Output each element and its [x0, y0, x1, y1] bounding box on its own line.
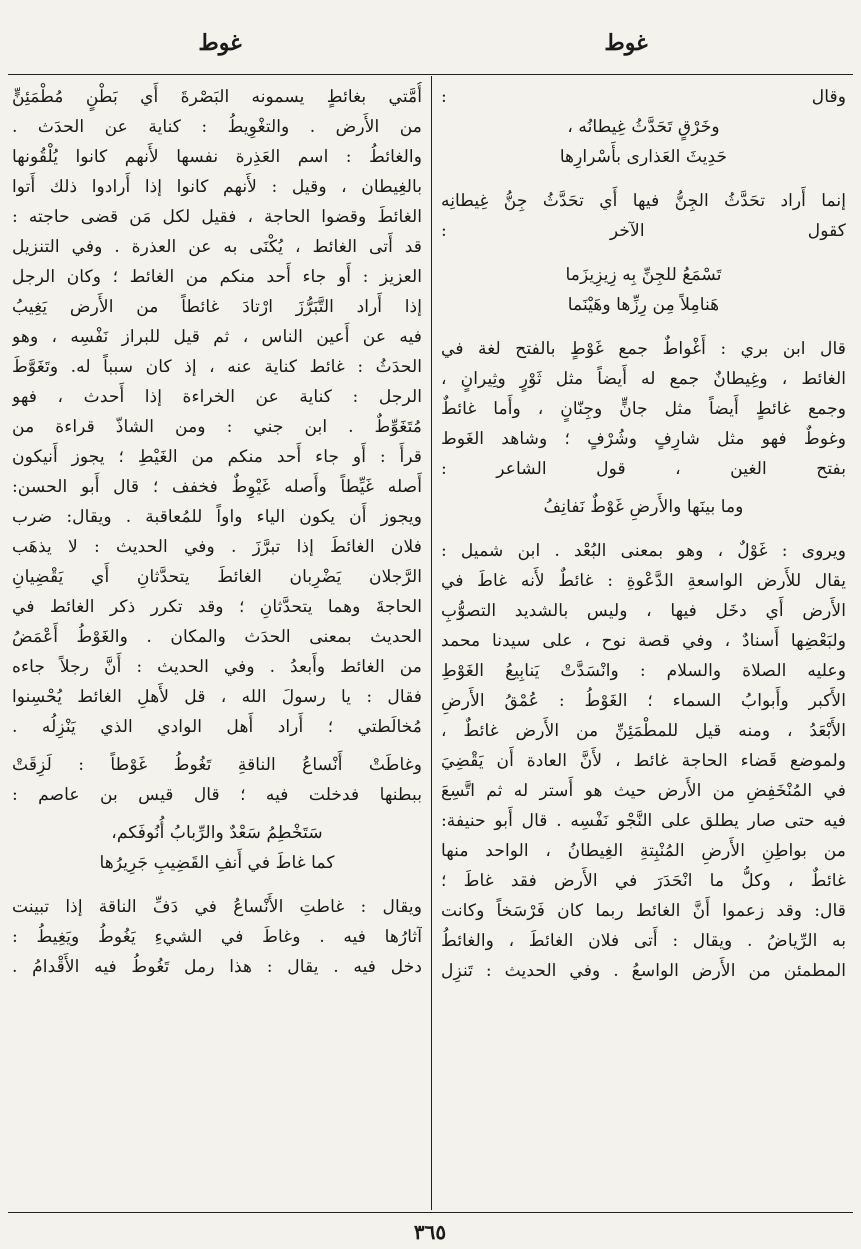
running-header-left: غوط [198, 30, 242, 56]
text-line: أَصله غَيِّطاً وأَصله غَيْوِطٌ فخفف ؛ قال أَبو الحسن: [12, 477, 422, 497]
text-line: الحديث بمعنى الحدَث والمكان . والغَوْطُ أَعْمَضُ [12, 627, 422, 647]
paragraph-gap [441, 246, 846, 260]
text-line: الغائط ، وغِيطانٌ جمع له أَيضاً مثل ثَوْرٍ وثِيرانٍ ، [441, 369, 846, 389]
text-line: ببطنها فدخلت فيه ؛ قال قيس بن عاصم : [12, 785, 422, 805]
text-line: ولبَعْضِها أَسنادٌ ، وفي قصة نوح ، على سيدنا محمد [441, 631, 846, 651]
text-line: آثارُها فيه . وغاطَ في الشيءِ يَغُوطُ ويَغِيطُ : [12, 927, 422, 947]
text-line: به الرِّياضُ . ويقال : أَتى فلان الغائطَ ، والغائطُ [441, 931, 846, 951]
paragraph-gap [441, 172, 846, 186]
text-line: فلان الغائطَ إذا تبرَّزَ . وفي الحديث : لا يذهَب [12, 537, 422, 557]
right-column [441, 82, 846, 986]
text-line: قد أَتى الغائط ، يُكْنَى به عن العذرة . وفي التنزيل [12, 237, 422, 257]
verse-line: سَتَخْطِمُ سَعْدٌ والرِّبابُ أُنُوفَكم، [111, 823, 323, 843]
text-line: إنما أَراد تحَدَّثُ الجِنُّ فيها أَي تحَدَّثُ جِنُّ غِيطانِه [441, 191, 846, 211]
text-line: كقول الآخر : [441, 221, 846, 241]
text-line: فيه عن أَعين الناس ، ثم قيل للبراز نَفْسِه ، وهو [12, 327, 422, 347]
text-line: وغاطَتْ أَنْساعُ الناقةِ تَغُوطُ غَوْطاً : لَزِقَتْ [12, 755, 422, 775]
paragraph-gap [441, 320, 846, 334]
text-line: وقال : [441, 87, 846, 107]
text-line: الغائطَ وقضوا الحاجة ، فقيل لكل مَن قضى حاجته : [12, 207, 422, 227]
verse-line: وخَرْقٍ تَحَدَّثُ غِيطانُه ، [567, 117, 720, 137]
paragraph-gap [12, 810, 422, 818]
text-line: دخل فيه . يقال : هذا رمل تَغُوطُ فيه الأَقْدامُ . [12, 957, 422, 977]
left-column [12, 82, 422, 982]
verse-line: هَنامِلاً مِن رِزِّها وهَيْنَما [567, 295, 720, 315]
page-number: ٣٦٥ [413, 1220, 447, 1244]
text-line: الأَكبر وأَبوابُ السماء ؛ الغَوْطُ : عُمْقُ الأَرضِ [441, 691, 846, 711]
text-line: قال: وقد زعموا أَنَّ الغائط ربما كان فَرْسَخاً وكانت [441, 901, 846, 921]
paragraph-gap [441, 522, 846, 536]
text-line: فيه حتى صار يطلق على النَّجْو نَفْسِه . قال أَبو حنيفة: [441, 811, 846, 831]
text-line: الأَرض أَي دخَل فيها ، وليس بالشديد التصوُّبِ [441, 601, 846, 621]
text-line: فقال : يا رسولَ الله ، قل لأَهلِ الغائط يُحْسِنوا [12, 687, 422, 707]
text-line: ولموضع قَضاء الحاجة غائط ، لأَنَّ العادة أَن يَقْضِيَ [441, 751, 846, 771]
text-line: بالغِيطان ، وقيل : لأَنهم كانوا إذا أَرادوا ذلك أَتوا [12, 177, 422, 197]
text-line: المطمئن من الأَرض الواسعُ . وفي الحديث : تَنزِل [441, 961, 846, 981]
text-line: في المُنْخَفِضِ من الأَرض حيث هو أَستر له ثم اتَّسِعَ [441, 781, 846, 801]
text-line: العزيز : أَو جاء أَحد منكم من الغائط ؛ وكان الرجل [12, 267, 422, 287]
text-line: إذا أَراد التَّبَرُّزَ ارْتادَ غائطاً من الأَرض يَغِيبُ [12, 297, 422, 317]
text-line: من بواطِنِ الأَرضِ المُنْبِتةِ الغِيطانُ ، الواحد منها [441, 841, 846, 861]
text-line: وغوطٌ فهو مثل شارِفٍ وشُرْفٍ ؛ وشاهد الغَوط [441, 429, 846, 449]
verse-line: وما بينَها والأَرضِ غَوْطٌ نَفانِفُ [543, 497, 744, 517]
text-line: الحدَثُ : غائط كناية عنه ، إذ كان سبباً له. وتَغَوَّطَ [12, 357, 422, 377]
text-line: ويروى : غَوْلٌ ، وهو بمعنى البُعْد . ابن شميل : [441, 541, 846, 561]
text-line: ويجوز أَن يكون الياء واواً للمُعاقبة . ويقال: ضرب [12, 507, 422, 527]
column-divider [431, 76, 432, 1210]
running-header-right: غوط [604, 30, 648, 56]
verse-line: تَسْمَعُ للجِنِّ بِه زِيزِيزَما [565, 265, 722, 285]
text-line: وجمع غائطٍ أَيضاً مثل جانٍّ وجِنّانٍ ، وأَما غائطٌ [441, 399, 846, 419]
text-line: من الأَرض . والتغْوِيطُ : كناية عن الحدَث . [12, 117, 422, 137]
text-line: قرأَ : أَو جاء أَحد منكم من الغَيْطِ ؛ يجوز أَنيكون [12, 447, 422, 467]
text-line: أُمَّتي بغائطٍ يسمونه البَصْرةَ أَي بَطْنٍ مُطْمَئِنٍّ [12, 87, 422, 107]
text-line: الأَبْعَدُ ، ومنه قيل للمطْمَئِنِّ من الأَرض غائطٌ ، [441, 721, 846, 741]
text-line: غائطٌ ، وكلُّ ما انْحَدَرَ في الأَرض فقد غاطَ ؛ [441, 871, 846, 891]
text-line: وعليه الصلاة والسلام : وانْسَدَّتْ يَنابِيعُ الغَوْطِ [441, 661, 846, 681]
text-line: بفتح الغين ، قول الشاعر : [441, 459, 846, 479]
paragraph-gap [441, 484, 846, 492]
header-rule [8, 74, 853, 75]
text-line: قال ابن بري : أَغْواطٌ جمع غَوْطٍ بالفتح لغة في [441, 339, 846, 359]
text-line: يقال للأَرض الواسعةِ الدَّعْوةِ : غائطٌ لأَنه غاطَ في [441, 571, 846, 591]
paragraph-gap [12, 742, 422, 750]
text-line: مُتَغَوِّطٌ . ابن جني : ومن الشاذّ قراءة من [12, 417, 422, 437]
verse-line: حَدِيثَ العَذارى بأَسْرارِها [559, 147, 728, 167]
text-line: ويقال : غاطتِ الأَنْساعُ في دَفِّ الناقة إذا تبينت [12, 897, 422, 917]
verse-line: كما غاطَ في أَنفِ القَضِيبِ جَرِيرُها [99, 853, 335, 873]
text-line: الحاجةَ وهما يتحدَّثانِ ؛ وقد تكرر ذكر الغائط في [12, 597, 422, 617]
text-line: مُخالَطتي ؛ أَراد أَهل الوادي الذي يَنْزِلُه . [12, 717, 422, 737]
paragraph-gap [12, 878, 422, 892]
text-line: الرَّجلان يَضْرِبان الغائطَ يتحدَّثانِ أَي يَقْضِيانِ [12, 567, 422, 587]
text-line: من الغائط وأَبعدُ . وفي الحديث : أَنَّ رجلاً جاءه [12, 657, 422, 677]
text-line: الرجل : كناية عن الخراءة إذا أَحدث ، فهو [12, 387, 422, 407]
footer-rule [8, 1212, 853, 1213]
text-line: والغائطُ : اسم العَذِرة نفسها لأَنهم كانوا يُلْقُونها [12, 147, 422, 167]
